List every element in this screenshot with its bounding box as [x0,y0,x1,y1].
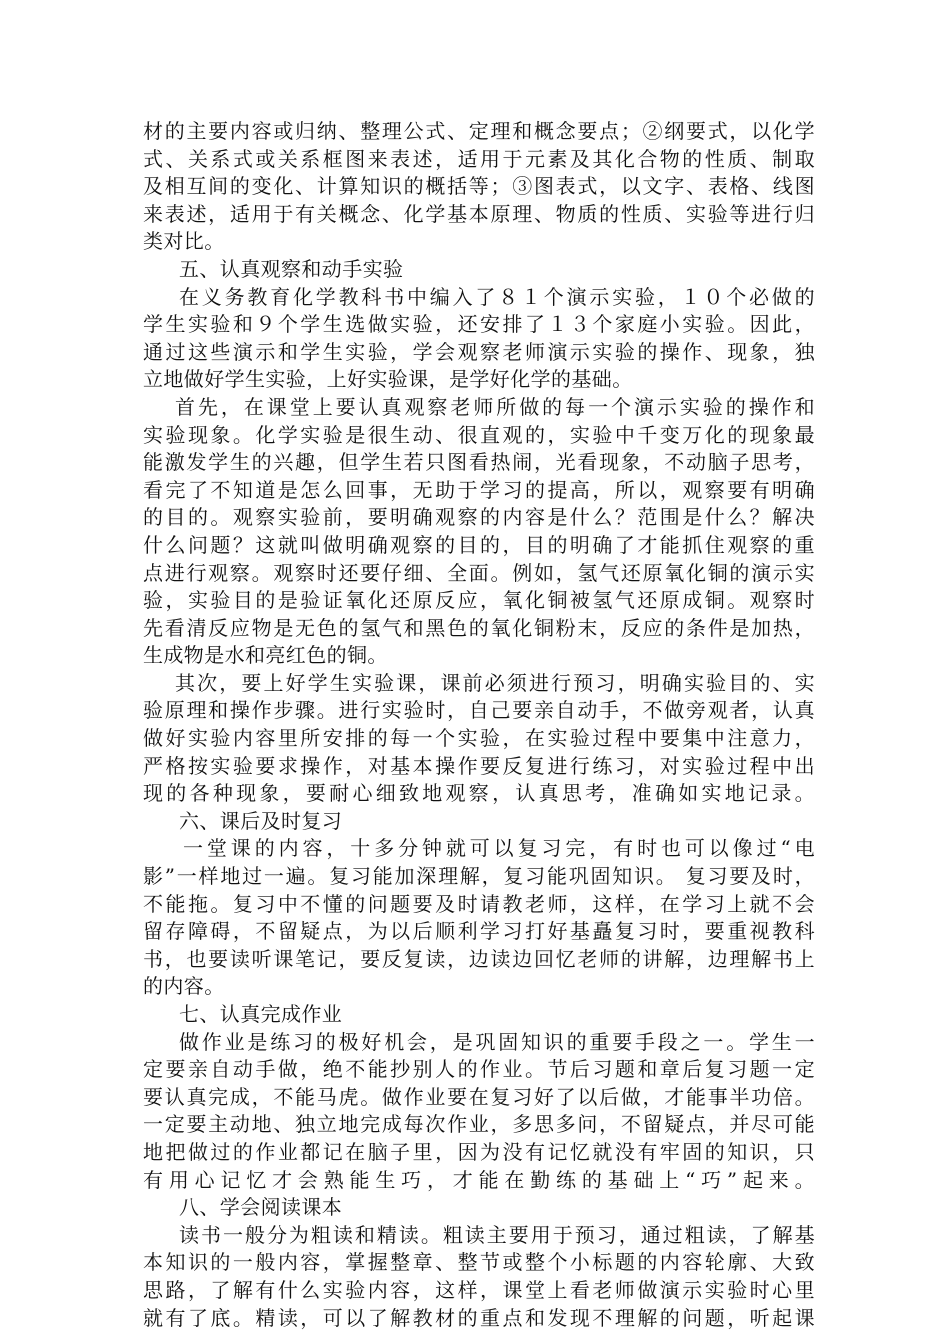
text-line: 有用心记忆才会熟能生巧，才能在勤练的基础上“巧”起来。 [143,1167,815,1192]
text-line: 看完了不知道是怎么回事，无助于学习的提高，所以，观察要有明确 [143,477,815,502]
text-line: 学生实验和９个学生选做实验，还安排了１３个家庭小实验。因此， [143,312,815,337]
text-line: 验原理和操作步骤。进行实验时，自己要亲自动手，不做旁观者，认真 [143,698,815,723]
text-line: 首先，在课堂上要认真观察老师所做的每一个演示实验的操作和 [175,394,815,419]
text-line: 及相互间的变化、计算知识的概括等；③图表式，以文字、表格、线图 [143,174,815,199]
text-line: 五、认真观察和动手实验 [179,256,404,281]
text-line: 八、学会阅读课本 [179,1195,343,1220]
text-line: 就有了底。精读，可以了解教材的重点和发现不理解的问题，听起课 [143,1305,815,1330]
text-line: 什么问题？这就叫做明确观察的目的，目的明确了才能抓住观察的重 [143,532,815,557]
text-line: 验，实验目的是验证氧化还原反应，氧化铜被氢气还原成铜。观察时 [143,588,815,613]
text-line: 来表述，适用于有关概念、化学基本原理、物质的性质、实验等进行归 [143,201,815,226]
text-line: 读书一般分为粗读和精读。粗读主要用于预习，通过粗读，了解基 [179,1222,815,1247]
text-line: 做好实验内容里所安排的每一个实验，在实验过程中要集中注意力， [143,726,815,751]
text-line: 生成物是水和亮红色的铜。 [143,643,388,668]
text-line: 的目的。观察实验前，要明确观察的内容是什么？范围是什么？解决 [143,505,815,530]
text-line: 类对比。 [143,229,225,254]
text-line: 一定要主动地、独立地完成每次作业，多思多问，不留疑点，并尽可能 [143,1112,815,1137]
text-line: 点进行观察。观察时还要仔细、全面。例如，氢气还原氧化铜的演示实 [143,560,815,585]
text-line: 其次，要上好学生实验课，课前必须进行预习，明确实验目的、实 [175,670,815,695]
text-line: 地把做过的作业都记在脑子里，因为没有记忆就没有牢固的知识，只 [143,1139,815,1164]
text-line: 六、课后及时复习 [179,808,343,833]
text-line: 式、关系式或关系框图来表述，适用于元素及其化合物的性质、制取 [143,146,815,171]
text-line: 一堂课的内容，十多分钟就可以复习完，有时也可以像过“电 [183,836,815,861]
text-line: 的内容。 [143,974,225,999]
text-line: 立地做好学生实验，上好实验课，是学好化学的基础。 [143,367,633,392]
text-line: 材的主要内容或归纳、整理公式、定理和概念要点；②纲要式，以化学 [143,119,815,143]
text-line: 能激发学生的兴趣，但学生若只图看热闹，光看现象，不动脑子思考， [143,450,815,475]
text-line: 定要亲自动手做，绝不能抄别人的作业。节后习题和章后复习题一定 [143,1057,815,1082]
text-line: 影”一样地过一遍。复习能加深理解，复习能巩固知识。 复习要及时， [143,864,815,889]
text-line: 实验现象。化学实验是很生动、很直观的，实验中千变万化的现象最 [143,422,815,447]
text-line: 本知识的一般内容，掌握整章、整节或整个小标题的内容轮廓、大致 [143,1250,815,1275]
text-line: 严格按实验要求操作，对基本操作要反复进行练习，对实验过程中出 [143,753,815,778]
text-line: 留存障碍，不留疑点，为以后顺利学习打好基矗复习时，要重视教科 [143,919,815,944]
text-line: 七、认真完成作业 [179,1002,343,1026]
text-line: 书，也要读听课笔记，要反复读，边读边回忆老师的讲解，边理解书上 [143,946,815,971]
text-line: 思路，了解有什么实验内容，这样，课堂上看老师做演示实验时心里 [143,1277,815,1302]
text-line: 先看清反应物是无色的氢气和黑色的氧化铜粉末，反应的条件是加热， [143,615,815,640]
text-line: 要认真完成，不能马虎。做作业要在复习好了以后做，才能事半功倍。 [143,1084,815,1109]
text-line: 在义务教育化学教科书中编入了８１个演示实验，１０个必做的 [179,284,815,309]
text-line: 现的各种现象，要耐心细致地观察，认真思考，准确如实地记录。 [143,781,815,806]
document-body [143,118,815,1332]
text-line: 不能拖。复习中不懂的问题要及时请教老师，这样，在学习上就不会 [143,891,815,916]
text-line: 做作业是练习的极好机会，是巩固知识的重要手段之一。学生一 [179,1029,815,1054]
text-line: 通过这些演示和学生实验，学会观察老师演示实验的操作、现象，独 [143,339,815,364]
